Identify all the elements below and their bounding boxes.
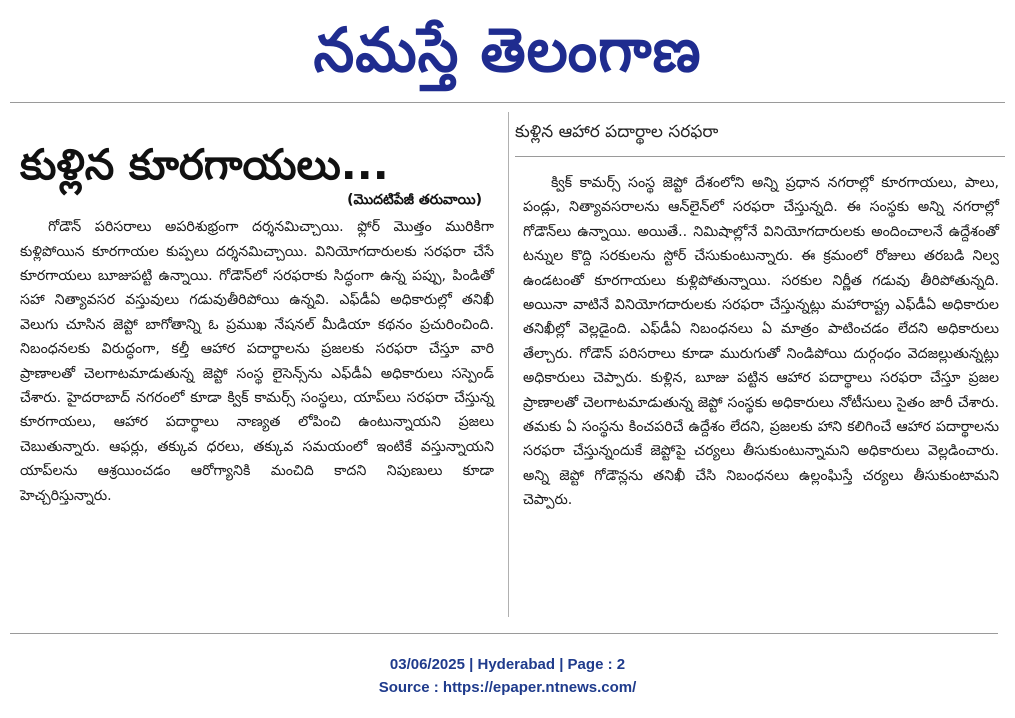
footer-divider [10, 633, 998, 634]
sub-article-headline: కుళ్లిన ఆహార పదార్థాల సరఫరా [515, 122, 719, 142]
right-article [515, 118, 1005, 513]
continued-from-label: (మొదటిపేజీ తరువాయి) [347, 192, 482, 209]
sub-headline-divider [515, 156, 1005, 157]
masthead [0, 0, 1015, 100]
sub-article-body: క్విక్ కామర్స్ సంస్థ జెప్టో దేశంలోని అన్ని ప్రధాన నగరాల్లో కూరగాయలు, పాలు, పండ్లు, నిత్యావసరాలను ఆన్‌లైన్‌లో సరఫరా చేస్తున్నది. ఈ సంస్థకు అన్ని నగరాల్లో గోడౌన్‌లు ఉన్నాయి. అయితే.. నిమిషాల్లోనే వినియోగదారులకు అందించాలనే ఉద్దేశంతో టన్నుల కొద్ది సరకులను స్టోర్ చేసుకుంటున్నారు. ఈ క్రమంలో రోజులు తరబడి నిల్వ ఉండటంతో కూరగాయలు కుళ్లిపోతున్నాయి. సరకుల నిర్ణీత గడువు తీరిపోతున్నది. అయినా వాటినే వినియోగదారులకు సరఫరా చేస్తున్నట్లు మహారాష్ట్ర ఎఫ్‌డీఏ అధికారుల తనిఖీల్లో వెల్లడైంది. ఎఫ్‌డీఏ నిబంధనలు ఏ మాత్రం పాటించడం లేదని అధికారులు తేల్చారు. గోడౌన్ పరిసరాలు కూడా మురుగుతో నిండిపోయి దుర్గంధం వెదజల్లుతున్నట్లు అధికారులు చెప్పారు. కుళ్లిన, బూజు పట్టిన ఆహార పదార్థాలు సరఫరా చేస్తూ ప్రజల ప్రాణాలతో చెలగాటమాడుతున్న జెప్టో సంస్థకు అధికారులు నోటీసులు సైతం జారీ చేశారు. తమకు ఏ సంస్థను కించపరిచే ఉద్దేశం లేదని, ప్రజలకు హాని కలిగించే ఆహార పదార్థాలను సరఫరా చేస్తున్నందుకే జెప్టోపై చర్యలు తీసుకుంటున్నామని అధికారులు వెల్లడించారు. అన్ని జెప్టో గోడౌన్లను తనిఖీ చేసి నిబంధనలు ఉల్లంఘిస్తే చర్యలు తీసుకుంటామని చెప్పారు. [523, 175, 999, 509]
left-article [12, 118, 502, 508]
footer [0, 653, 1015, 699]
edition-info: 03/06/2025 | Hyderabad | Page : 2 [389, 656, 626, 673]
masthead-divider [10, 102, 1005, 103]
column-divider [508, 112, 509, 617]
source-link[interactable]: Source : https://epaper.ntnews.com/ [378, 679, 637, 696]
article-headline: కుళ్లిన కూరగాయలు... [20, 140, 389, 189]
newspaper-logo-title: నమస్తే తెలంగాణ [313, 14, 702, 86]
article-body: గోడౌన్ పరిసరాలు అపరిశుభ్రంగా దర్శనమిచ్చాయి. ఫ్లోర్ మొత్తం మురికిగా కుళ్లిపోయిన కూరగాయల కుప్పలు దర్శనమిచ్చాయి. వినియోగదారులకు సరఫరా చేసే కూరగాయలు బూజుపట్టి ఉన్నాయి. గోడౌన్‌లో సరఫరాకు సిద్ధంగా ఉన్న పప్పు, పిండితో సహా నిత్యావసర వస్తువులు గడువుతీరిపోయి ఉన్నవి. ఎఫ్‌డీఏ అధికారుల్లో తనిఖీ వెలుగు చూసిన జెప్టో బాగోతాన్ని ఓ ప్రముఖ నేషనల్ మీడియా కథనం ప్రచురించింది. నిబంధనలకు విరుద్ధంగా, కల్తీ ఆహార పదార్థాలను ప్రజలకు సరఫరా చేస్తూ వారి ప్రాణాలతో చెలగాటమాడుతున్న జెప్టో సంస్థ లైసెన్స్‌ను ఎఫ్‌డీఏ అధికారులు సస్పెండ్ చేశారు. హైదరాబాద్ నగరంలో కూడా క్విక్ కామర్స్ సంస్థలు, యాప్‌లు సరఫరా చేస్తున్న కూరగాయలు, ఆహార పదార్థాలు నాణ్యత లోపించి ఉంటున్నాయని ప్రజలు చెబుతున్నారు. ఆఫర్లు, తక్కువ ధరలు, తక్కువ సమయంలో ఇంటికే వస్తున్నాయని యాప్‌లను ఆశ్రయించడం ఆరోగ్యానికి మంచిది కాదని నిపుణులు కూడా హెచ్చరిస్తున్నారు. [20, 219, 494, 504]
